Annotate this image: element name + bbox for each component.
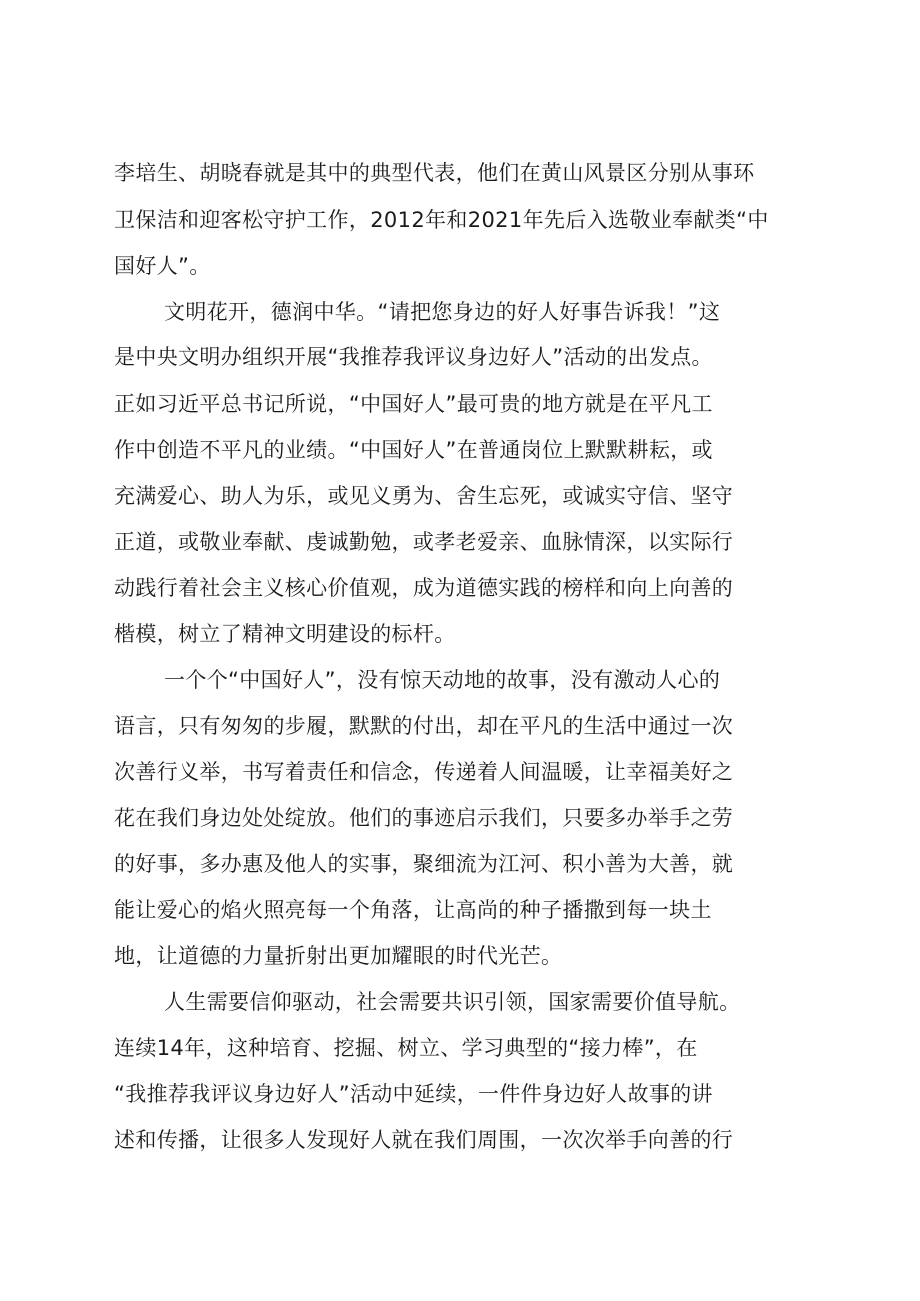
text-line: “我推荐我评议身边好人”活动中延续，一件件身边好人故事的讲 (114, 1082, 713, 1106)
text-line: 充满爱心、助人为乐，或见义勇为、舍生忘死，或诚实守信、坚守 (114, 484, 734, 508)
text-line: 语言，只有匆匆的步履，默默的付出，却在平凡的生活中通过一次 (114, 714, 734, 738)
text-line: 次善行义举，书写着责任和信念，传递着人间温暖，让幸福美好之 (114, 760, 734, 784)
text-line: 国好人”。 (114, 254, 211, 278)
text-line: 李培生、胡晓春就是其中的典型代表，他们在黄山风景区分别从事环 (114, 161, 755, 185)
text-line: 一个个“中国好人”，没有惊天动地的故事，没有激动人心的 (164, 668, 721, 692)
text-line: 地，让道德的力量折射出更加耀眼的时代光芒。 (114, 944, 563, 968)
text-line: 述和传播，让很多人发现好人就在我们周围，一次次举手向善的行 (114, 1128, 734, 1152)
text-line: 是中央文明办组织开展“我推荐我评议身边好人”活动的出发点。 (114, 345, 713, 369)
text-line: 连续14年，这种培育、挖掘、树立、学习典型的“接力棒”，在 (114, 1036, 698, 1060)
text-line: 花在我们身边处处绽放。他们的事迹启示我们，只要多办举手之劳 (114, 806, 734, 830)
text-line: 卫保洁和迎客松守护工作，2012年和2021年先后入选敬业奉献类“中 (114, 208, 769, 232)
text-line: 文明花开，德润中华。“请把您身边的好人好事告诉我！”这 (164, 300, 721, 324)
text-line: 动践行着社会主义核心价值观，成为道德实践的榜样和向上向善的 (114, 576, 734, 600)
text-line: 作中创造不平凡的业绩。“中国好人”在普通岗位上默默耕耘，或 (114, 438, 713, 462)
text-line: 正如习近平总书记所说，“中国好人”最可贵的地方就是在平凡工 (114, 392, 713, 416)
text-line: 人生需要信仰驱动，社会需要共识引领，国家需要价值导航。 (164, 990, 741, 1014)
text-line: 能让爱心的焰火照亮每一个角落，让高尚的种子播撒到每一块土 (114, 898, 712, 922)
text-line: 正道，或敬业奉献、虔诚勤勉，或孝老爱亲、血脉情深，以实际行 (114, 530, 734, 554)
text-line: 楷模，树立了精神文明建设的标杆。 (114, 622, 456, 646)
text-line: 的好事，多办惠及他人的实事，聚细流为江河、积小善为大善，就 (114, 852, 734, 876)
